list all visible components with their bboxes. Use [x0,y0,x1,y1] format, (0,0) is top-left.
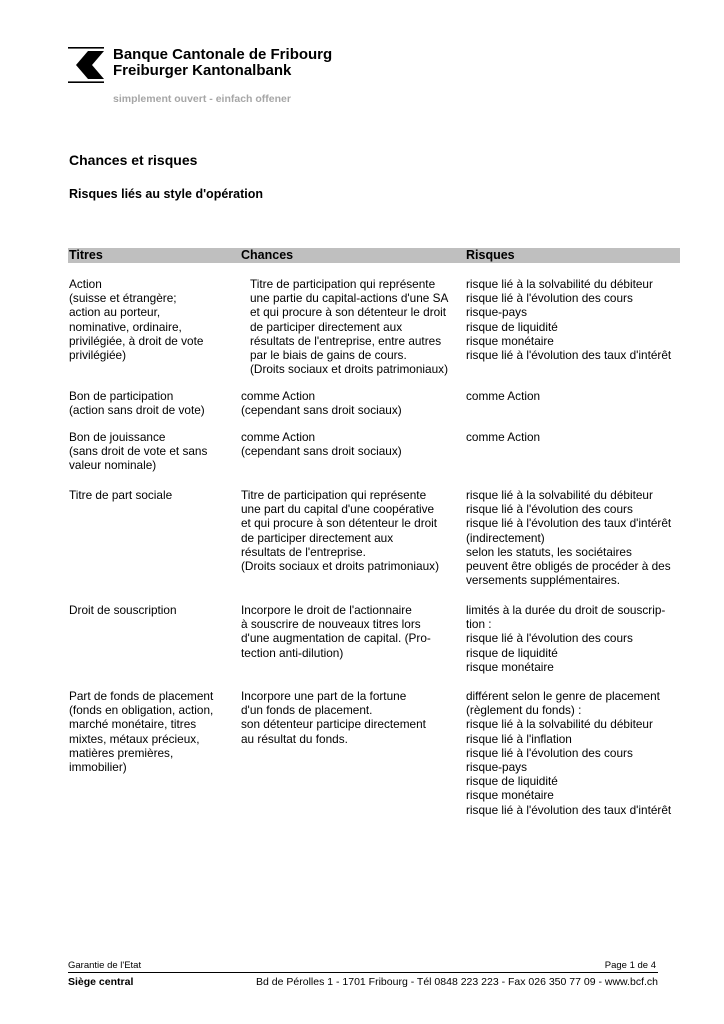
row-action-titre: Action (suisse et étrangère; action au porteur, nominative, ordinaire, privilégiée, à droit de vote privilégiée) [69,277,204,363]
row-part-sociale-chances: Titre de participation qui représente une part du capital d'une coopérative et qui procure à son détenteur le droit de participer directement aux résultats de l'entreprise. (Droits sociaux et droits patrimoniaux) [241,488,439,574]
row-droit-souscription-titre: Droit de souscription [69,603,177,617]
footer-top [68,960,656,971]
row-part-sociale-titre: Titre de part sociale [69,488,173,502]
footer-divider [68,972,658,973]
row-bon-jouissance-chances: comme Action (cependant sans droit sociaux) [241,430,402,459]
row-bon-participation-titre: Bon de participation (action sans droit de vote) [69,389,205,418]
slogan: simplement ouvert - einfach offener [113,93,291,105]
bank-name-fr: Banque Cantonale de Fribourg [113,46,333,63]
row-bon-participation-chances: comme Action (cependant sans droit sociaux) [241,389,402,418]
header-chances: Chances [241,248,294,262]
row-bon-jouissance-risques: comme Action [466,430,541,444]
footer-siege: Siège central [68,976,134,988]
row-fonds-placement-risques: différent selon le genre de placement (règlement du fonds) : risque lié à la solvabilité du débiteur risque lié à l'inflation risque lié à l'évolution des cours risque-pays risque de liquidité risque monétaire risque lié à l'évolution des taux d'intérêt [466,689,672,817]
footer-address: Bd de Pérolles 1 - 1701 Fribourg - Tél 0848 223 223 - Fax 026 350 77 09 - www.bcf.ch [256,976,658,988]
row-bon-jouissance-titre: Bon de jouissance (sans droit de vote et sans valeur nominale) [69,430,208,473]
row-bon-participation-risques: comme Action [466,389,541,403]
row-droit-souscription-chances: Incorpore le droit de l'actionnaire à souscrire de nouveaux titres lors d'une augmentation de capital. (Pro- tection anti-dilution) [241,603,431,660]
page-subtitle: Risques liés au style d'opération [69,187,264,201]
header-risques: Risques [466,248,515,262]
bank-name-de: Freiburger Kantonalbank [113,62,292,79]
row-action-chances: Titre de participation qui représente une partie du capital-actions d'une SA et qui procure à son détenteur le droit de participer directement aux résultats de l'entreprise, entre autres par le biais de gains de cours. (Droits sociaux et droits patrimoniaux) [250,277,449,377]
footer-guarantee: Garantie de l'Etat [68,960,142,971]
page-number: Page 1 de 4 [604,960,656,971]
header-titres: Titres [69,248,103,262]
bcf-chevron-logo-icon [68,47,104,83]
row-fonds-placement-chances: Incorpore une part de la fortune d'un fonds de placement. son détenteur participe directement au résultat du fonds. [241,689,426,746]
table-header [68,248,680,263]
row-part-sociale-risques: risque lié à la solvabilité du débiteur risque lié à l'évolution des cours risque lié à l'évolution des taux d'intérêt (indirectement) selon les statuts, les sociétaires peuvent être obligés de procéder à des versements supplémentaires. [466,488,672,588]
row-fonds-placement-titre: Part de fonds de placement (fonds en obligation, action, marché monétaire, titres mixtes, métaux précieux, matières premières, immobilier) [69,689,214,775]
page-title: Chances et risques [69,152,198,168]
row-droit-souscription-risques: limités à la durée du droit de souscrip- tion : risque lié à l'évolution des cours risque de liquidité risque monétaire [466,603,666,674]
bank-name [113,47,332,79]
footer-bottom [68,976,658,988]
row-action-risques: risque lié à la solvabilité du débiteur risque lié à l'évolution des cours risque-pays risque de liquidité risque monétaire risque lié à l'évolution des taux d'intérêt [466,277,672,363]
